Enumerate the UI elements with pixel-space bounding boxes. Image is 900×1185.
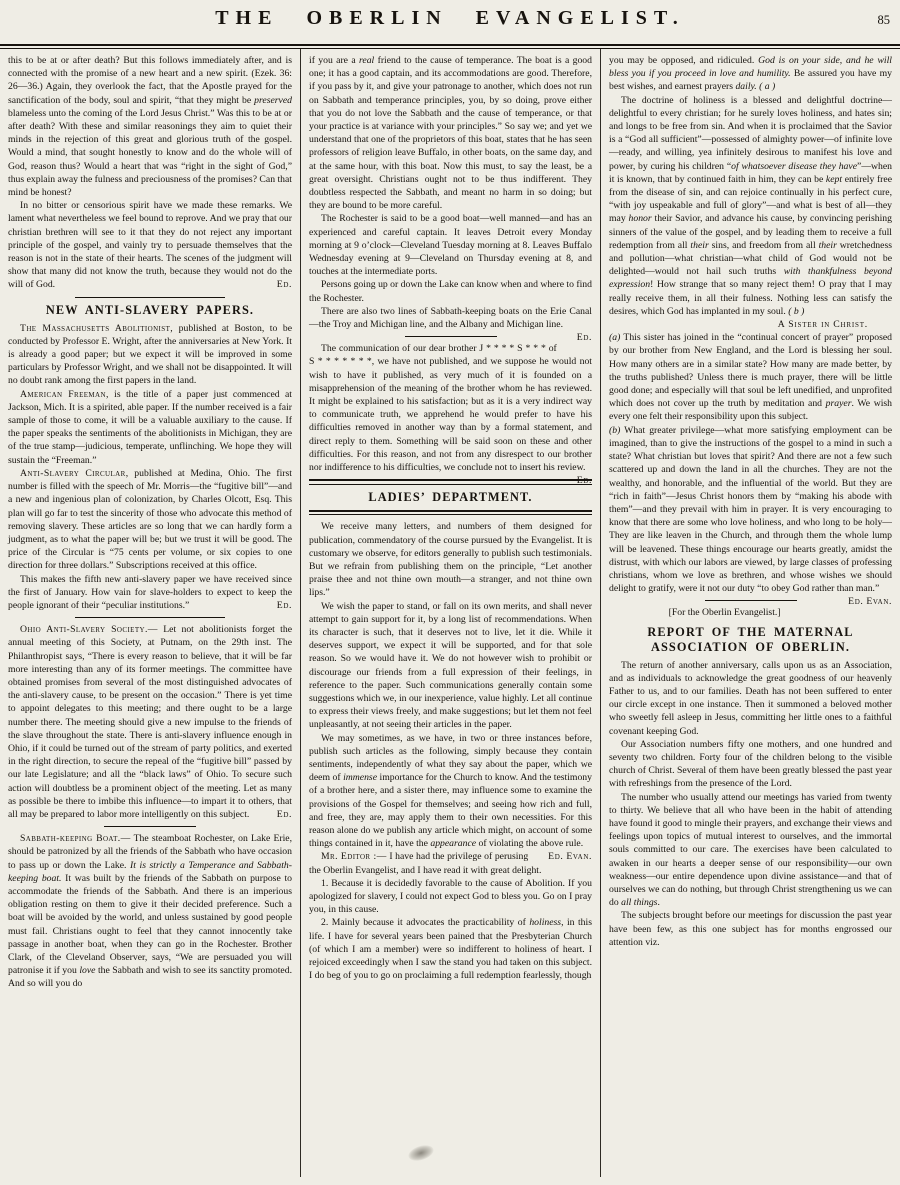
double-rule <box>309 510 592 516</box>
paragraph: this to be at or after death? But this follows immediately after, and is connected with the promise of a new heart and a new spirit. (Ezek. 36: 26—36.) Again, they overlook the fact, that the Apostle prayed for the sanctification of the body, soul and spirit, “that they might be preserved blameless unto the coming of the Lord Jesus Christ.” Was this to be at or after death? With these and similar reasonings they aim to quiet their minds in the rejection of this great and glorious truth of the gospel. Would a mind, that sought honestly to know and do the whole will of God, reason thus? Would a heart that was “right in the sight of God,” thus explain away the fulness and preciousness of the promises? Can that mind be honest? <box>8 55 292 199</box>
page-number: 85 <box>877 13 890 27</box>
editor-signature: Ed. <box>576 332 592 344</box>
columns-container <box>0 49 900 1177</box>
paragraph: We may sometimes, as we have, in two or three instances before, publish such articles as the following, simply because they contain sentiments, independently of what they say about the paper, which we deem of immense importance for the Church to know. And the testimony of a brother here, and a sister there, may influence some to examine the provisions of the Gospel for themselves; and seeing how rich and full, and free, they are, may apply them to their own necessities. For this reason alone do we publish any article which might, on account of some things contained in it, have the appearance of violating the above rule. Ed. Evan. <box>309 732 592 863</box>
paragraph: (a) This sister has joined in the “continual concert of prayer” proposed by our brother from New England, and the Lord is blessing her soul. How many others are in a similar state? How many are made better, by the truths published? Unless there is much prayer, there will be little good done; and especially will that soul be left unedified, and unprofited which does not cover up the truth by meditation and prayer. We wish every one felt their responsibility upon this subject. <box>609 332 892 423</box>
paragraph-lead: Mr. Editor :— <box>321 851 387 863</box>
paragraph-lead: Sabbath-keeping Boat.— <box>20 833 131 845</box>
editor-signature: Ed. <box>276 808 292 820</box>
article-heading: NEW ANTI-SLAVERY PAPERS. <box>45 302 255 317</box>
paragraph: (b) What greater privilege—what more satisfying employment can be imagined, than to give the instructions of the gospel to a mind in such a state? What christian but loves that spirit? And there are not a few such scattered up and down the land in all the churches. They are not the wealthy, and honorable, and the influential of the world. But they are “rich in faith”—Jesus Christ honors them by “making his abode with them”—and they prevail with him in prayer. It is very encouraging to know that there are some who love holiness, and who long to be holy—They are like leaven in the Church, and through them the whole lump will be leavened. These things encourage our hearts greatly, amidst the distrust, with which our labors are viewed, by large classes of professing christians, whom we love as brethren, and whose wishes we should delight to gratify, were it not our duty “to obey God rather than man.” Ed. Evan. <box>609 424 892 608</box>
section-divider-rule <box>75 617 225 618</box>
paragraph: 1. Because it is decidedly favorable to the cause of Abolition. If you apologized for slavery, I could not expect God to bless you. Go on I pray you, in this cause. <box>309 877 592 916</box>
paragraph-lead: American Freeman, <box>20 388 109 400</box>
editor-signature: Ed. Evan. <box>548 851 592 863</box>
column-2 <box>300 49 600 1177</box>
double-rule <box>309 479 592 485</box>
paragraph-lead: Anti-Slavery Circular, <box>20 467 129 479</box>
masthead <box>0 0 900 43</box>
article-heading: LADIES’ DEPARTMENT. <box>368 489 533 504</box>
paragraph-lead: The Massachusetts Abolitionist, <box>20 322 174 334</box>
paragraph: Our Association numbers fifty one mothers, and one hundred and seventy two children. Forty four of the children belong to the visible church of Christ. Several of them have been greatly blessed the past year with refreshings from the presence of the Lord. <box>609 738 892 790</box>
paragraph: We receive many letters, and numbers of them designed for publication, commendatory of the course pursued by the Evangelist. It is customary we observe, for editors generally to publish such testimonials. But we refrain from publishing them on the principle, “Let another praise thee and not thine own mouth—a stranger, and not thine own lips.” <box>309 521 592 599</box>
paragraph: American Freeman, is the title of a paper just commenced at Jackson, Mich. It is a spirited, able paper. If the number received is a fair sample of those to come, it will be a valuable auxiliary to the cause. If the paper speaks the sentiments of the abolitionists in Michigan, they are of the true stamp—judicious, temperate, unflinching. We hope they will sustain the “Freeman.” <box>8 388 292 466</box>
newspaper-title: THE OBERLIN EVANGELIST. <box>215 7 685 29</box>
paragraph: Sabbath-keeping Boat.— The steamboat Rochester, on Lake Erie, should be patronized by all the friends of the Sabbath who have occasion to pass up or down the Lake. It is strictly a Temperance and Sabbath-keeping boat. It was built by the friends of the Sabbath on purpose to accommodate the friends of the Sabbath. And there is an imperious obligation resting on them to give it their decided preference. Such a boat will be avoided by the world, and unless sustained by good people must fail. Christians ought to feel that they cannot innocently take passage in another boat, when they can go in the Rochester. Brother Clark, of the Cleveland Observer, says, “We are persuaded you will patronise it if you love the Sabbath and wish to see its sanctity promoted. And so will you do <box>8 833 293 990</box>
column-3 <box>600 49 900 1177</box>
paragraph: The Rochester is said to be a good boat—well manned—and has an experienced and careful captain. It leaves Detroit every Monday morning at 9 o’clock—Cleveland Tuesday morning at 8. Leaves Buffalo Wednesday evening at 9—Cleveland on Thursday evening at 8, and touches at the intermediate ports. <box>309 213 592 278</box>
editor-signature: Ed. <box>576 475 592 487</box>
paragraph: you may be opposed, and ridiculed. God is on your side, and he will bless you if you proceed in love and humility. Be assured you have my best wishes, and earnest prayers daily. ( a ) <box>609 55 893 93</box>
paragraph: if you are a real friend to the cause of temperance. The boat is a good one; it has a good captain, and its accommodations are good. Therefore, if you pass by it, and give your patronage to another, which does not run on Sabbath and temperance principles, you, by so doing, prove either that you do not love the Sabbath and the cause of temperance, or that your practice is at variance with your principles.” So say we; and yet we understand that one of the proprietors of this boat, states that he has seen professors of religion leave Buffalo, in other boats, on the same day, and at the same hour, with this boat. Now this must, to say the least, be a great oversight. Christians ought not to be thus indifferent. They doubtless respected the Sabbath, and meant no harm in so doing; but they are bound to be more careful. <box>309 55 592 212</box>
paragraph: The doctrine of holiness is a blessed and delightful doctrine—delightful to every christian; for he surely loves holiness, and hates sin; and longs to be free from sin. And when it is proclaimed that the Savior is a “God all sufficient”—possessed of almighty power—of infinite love—ready, and willing, yea infinitely desirous to manifest his love and power, by curing his children “of whatsoever disease they have”—when it is known, that by continued faith in him, they can be kept entirely free from the disease of sin, and can rejoice continually in his perfect cure, “with joy uspeakable and full of glory”—and what is best of all—they may honor their Savior, and advance his cause, by convincing perishing sinners of the value of the gospel, and by leading them to receive a full redemption from all their sins, and freedom from all their wretchedness and pollution—what christian—what child of God would not be delighted—would not hail such truths with thankfulness beyond expression! How strange that so many reject them! O pray that I may really receive them, in all their fulness. Nothing less can satisfy the desires, which God has implanted in my soul. ( b ) <box>609 94 893 317</box>
column-1 <box>0 49 300 1177</box>
paragraph: The subjects brought before our meetings for discussion the past year have been few, as this one subject has for months engrossed our attention viz. <box>609 910 892 948</box>
paragraph-lead: Ohio Anti-Slavery Society.— <box>20 624 158 636</box>
section-divider-rule <box>104 826 196 827</box>
paragraph: Ohio Anti-Slavery Society.— Let not abolitionists forget the annual meeting of this Society, at Putnam, on the 29th inst. The Philanthropist says, “There is every reason to believe, that it will be far more interesting than any of its former meetings. The committee have obtained promises from several of the most distinguished advocates of the anti-slavery cause, to be present on the occasion.” There is yet time to appoint delegates to this meeting; and there ought to be a large number there. The meeting should give a new impulse to the friends of the slave throughout the state. There is anti-slavery influence enough in Ohio, if it could be turned out of the stream of party politics, and exerted in the right direction, to secure the repeal of the “fugitive bill” passed by our late Legislature; and all the “black laws” of Ohio. To secure such action will doubtless be a prominent object of the meeting. Let as many as possible be there to imbibe this influence—to impart it to others, that all may be prepared to labor more intelligently on this subject. Ed. <box>8 624 293 820</box>
section-divider-rule <box>405 336 497 337</box>
paragraph: The return of another anniversary, calls upon us as an Association, and as individuals to acknowledge the great goodness of our heavenly Father to us, and to our families. Death has not been suffered to enter our circle except in one instance. Then it summoned a beloved mother who sweetly fell asleep in Jesus, committing her little ones to a faithful covenant keeping God. <box>609 659 892 737</box>
paragraph: In no bitter or censorious spirit have we made these remarks. We lament what nevertheless we feel bound to reprove. And we pray that our christian brethren will see to it that they do not reject any important principle of the gospel, and vainly try to persuade themselves that the reason is not in the state of their hearts. The scenes of the judgment will show that many did not know the truth, because they would not do the will of God. Ed. <box>8 200 292 291</box>
paragraph: Persons going up or down the Lake can know when and where to find the Rochester. <box>309 279 592 304</box>
section-divider-rule <box>75 297 225 298</box>
article-attribution: [For the Oberlin Evangelist.] <box>668 607 781 619</box>
article-heading: REPORT OF THE MATERNAL ASSOCIATION OF OBERLIN. <box>647 624 854 654</box>
paragraph: The Massachusetts Abolitionist, published at Boston, to be conducted by Professor E. Wright, after the anniversaries at New York. It is already a good paper; but we expect it will be improved in some particulars by Professor Wright, and we shall not be disappointed. It will no doubt rank among the first papers in the land. <box>8 322 293 387</box>
paragraph: Mr. Editor :— I have had the privilege of perusing the Oberlin Evangelist, and I have read it with great delight. <box>309 851 542 876</box>
editor-signature: Ed. <box>276 279 292 291</box>
paragraph: 2. Mainly because it advocates the practicability of holiness, in this life. I have for several years been pained that the Presbyterian Church (of which I am a member) were so indifferent to holiness of heart. I rejoiced exceedingly when I saw the stand you had taken on this subject. I do beg of you to go on proclaiming a full redemption fearlessly, though <box>309 917 592 982</box>
editor-signature: Ed. Evan. <box>848 596 892 608</box>
editor-signature: Ed. <box>276 599 292 611</box>
paragraph: Anti-Slavery Circular, published at Medina, Ohio. The first number is filled with the speech of Mr. Morris—the “fugitive bill”—and a new and ingenious plan of colonization, by Charles Olcott, Esq. This plan will go far to test the sincerity of those who advocate this method of removing slavery. These articles are so long that we can hardly form a judgment, as to what the paper will be; but we trust it will be good. The price of the Circular is “75 cents per volume, or six copies to one direction for three dollars.” Subscriptions received at this office. <box>8 467 292 572</box>
paragraph: There are also two lines of Sabbath-keeping boats on the Erie Canal—the Troy and Michigan line, and the Albany and Michigan line. Ed. <box>309 305 592 344</box>
letter-signature: A Sister in Christ. <box>777 319 868 331</box>
paragraph: This makes the fifth new anti-slavery paper we have received since the first of January. How vain for slave-holders to expect to keep the people ignorant of their “peculiar institutions.” Ed. <box>8 573 292 611</box>
paragraph: We wish the paper to stand, or fall on its own merits, and shall never attempt to gain support for it, by a long list of recommendations. When its character is such, that it deserves not to live, let it die. While it deserves support, we expect it will be supported, and for that sole reason. So we would have it. We do not however wish to prohibit or discourage our friends from a full expression of their feelings, in reference to the paper. Such communications generally contain some suggestions which we, in our inexperience, value highly. Let all continue to express their views freely, and make suggestions; but let them not feel unpleasantly, at not seeing their articles in the paper. <box>309 600 592 731</box>
section-divider-rule <box>705 600 797 601</box>
paragraph: The number who usually attend our meetings has varied from twenty to thirty. We believe that all who have been in the habit of attending have found it good to mingle their prayers, and exchange their views and feelings upon topics of mutual interest to ourselves, and the immortal souls committed to our care. The exercises have been calculated to awaken in our hearts a deeper sense of our responsibility—our own weakness—our entire dependence upon divine assistance—and that of ourselves we can do nothing, but through Christ strengthening us we can do all things. <box>609 791 892 909</box>
paragraph: The communication of our dear brother J * * * * S * * * of S * * * * * * *, we have not published, and we suppose he would not wish to have it published, as very much of it is founded on a misapprehension of the meaning of the brother whom he has reviewed. It might be explained to his satisfaction; but as it is a very indirect way to communicate truth, we apprehend he would prefer to have his difficulties removed in another way than by a formal statement, and direct reply to them. Something will be said soon on these and other difficulties. For this reason, and not from any disrespect to our brother nor indifference to his difficulties, we conclude not to insert his review. Ed. <box>309 343 592 487</box>
